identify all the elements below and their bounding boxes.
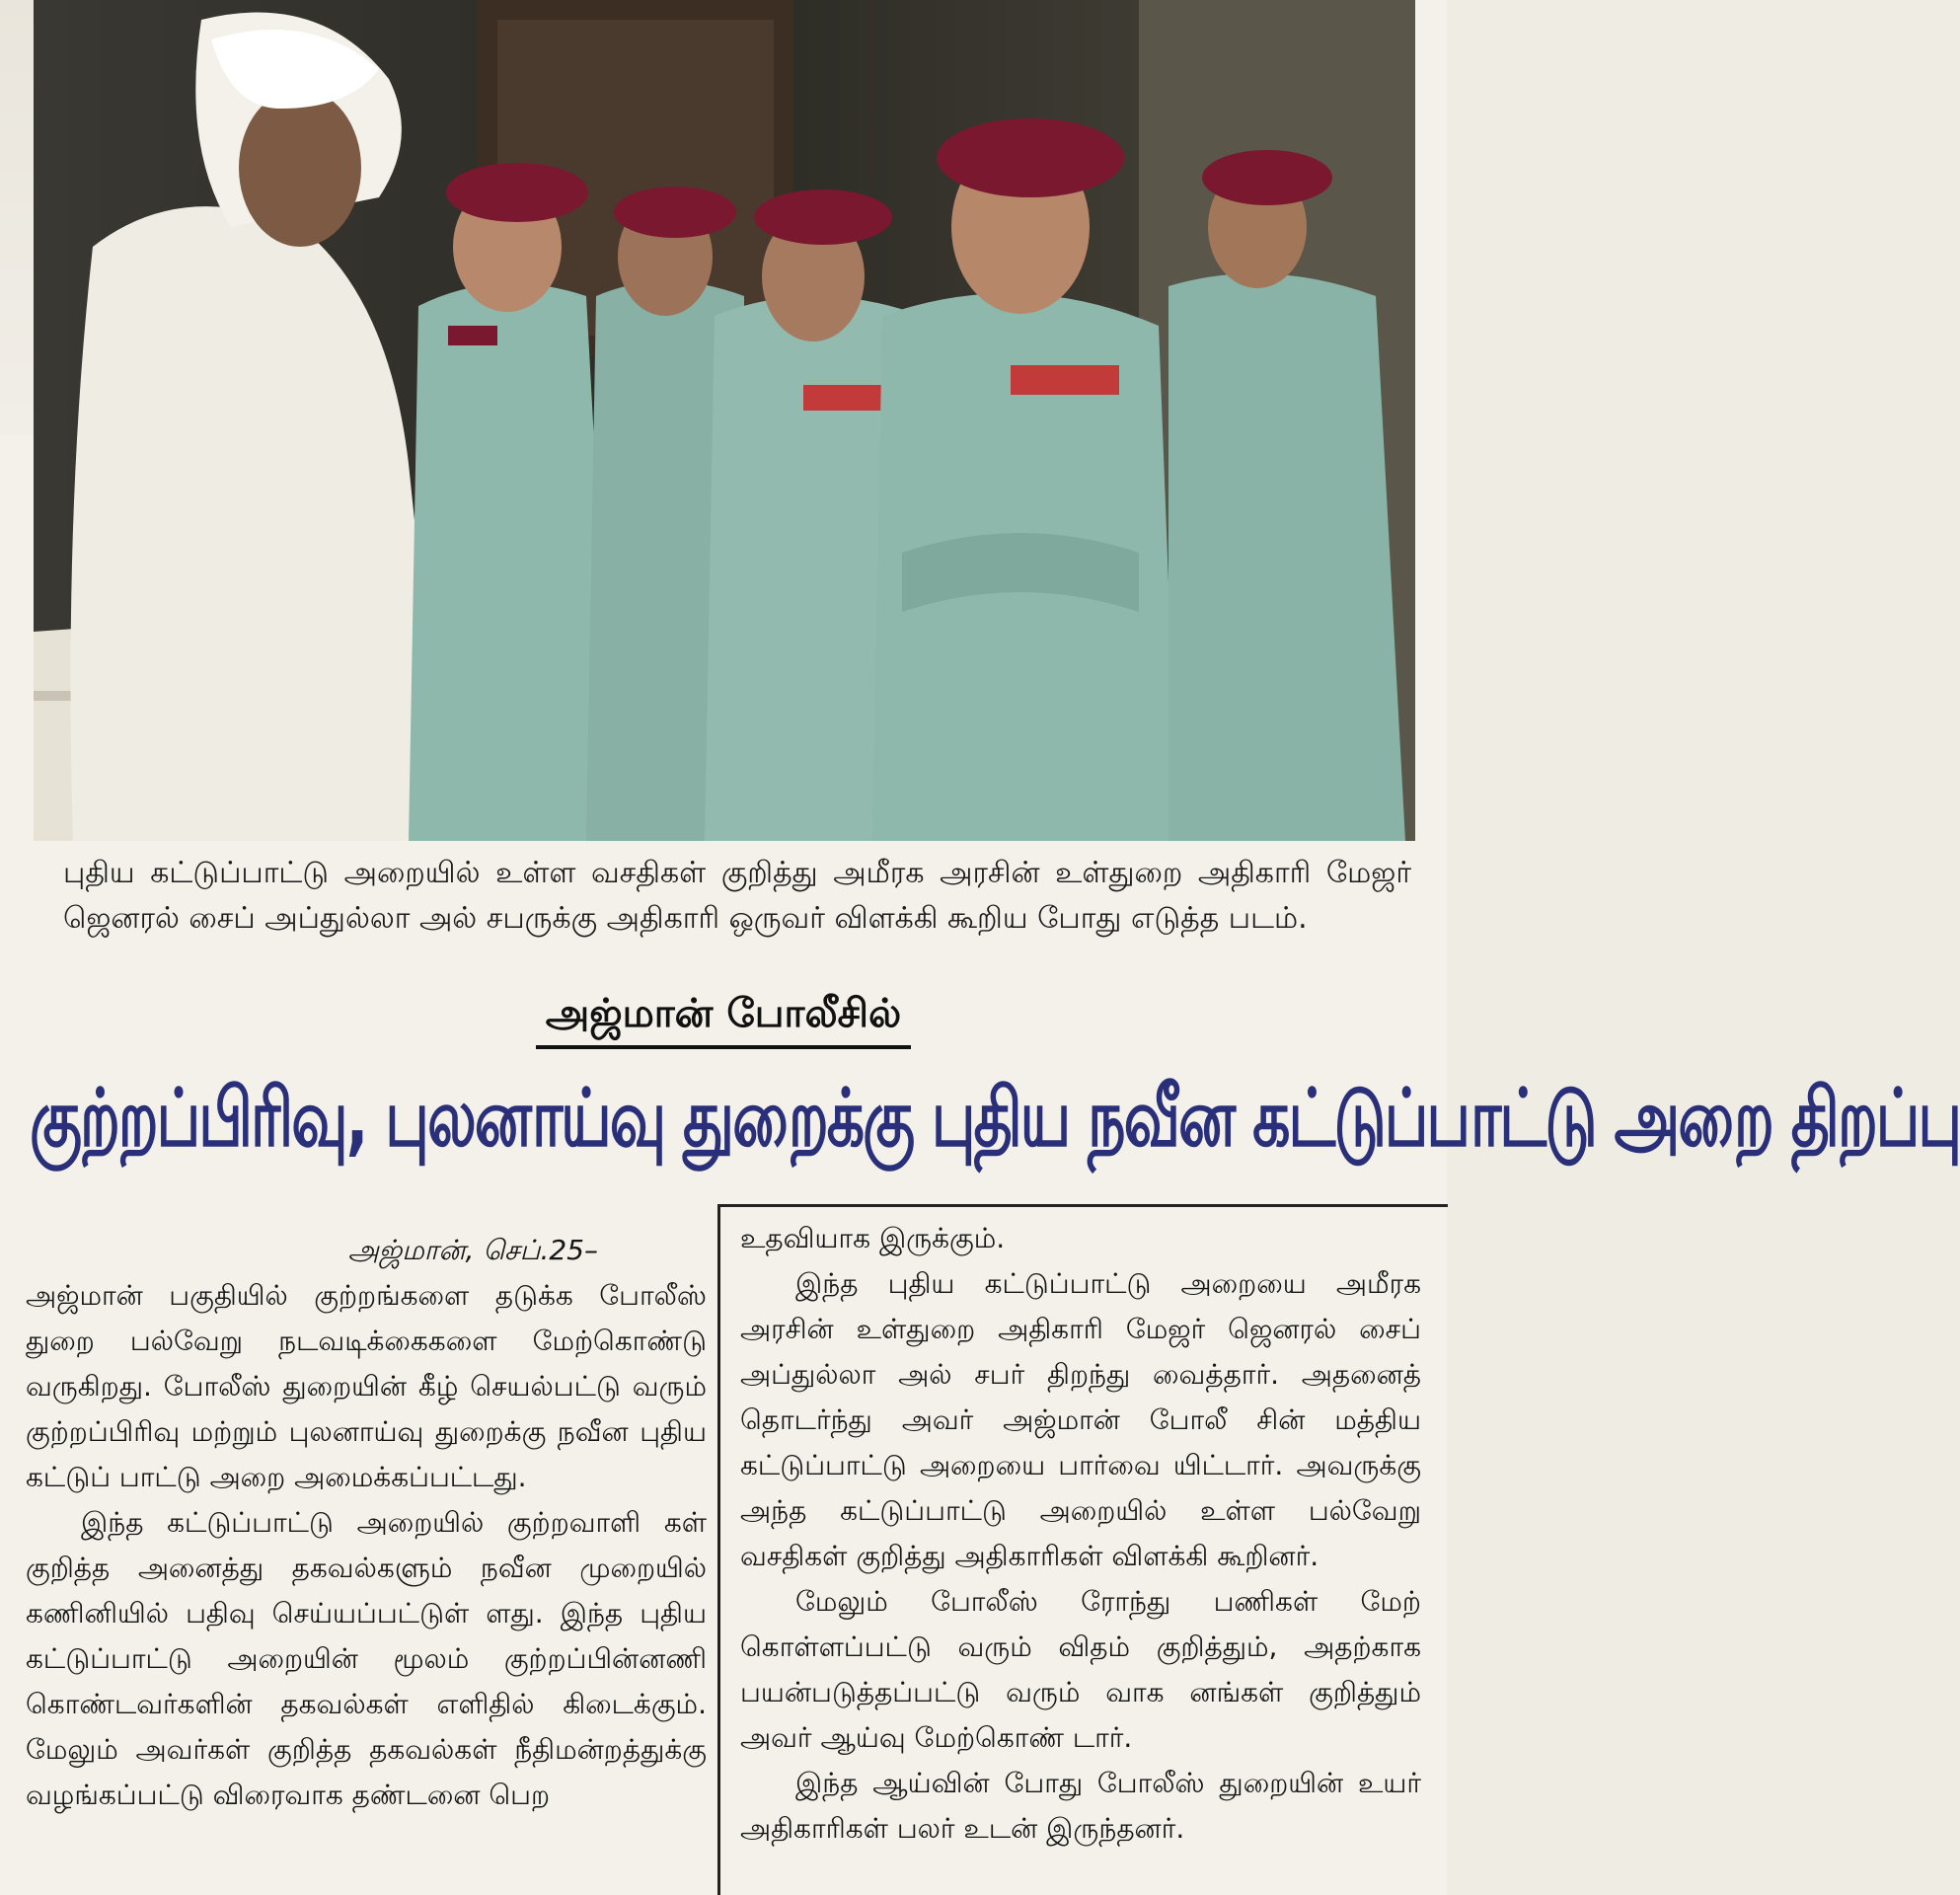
column-top-rule [717,1204,1448,1207]
news-photo [34,0,1415,841]
article-paragraph: இந்த ஆய்வின் போது போலீஸ் துறையின் உயர் அதிகாரிகள் பலர் உடன் இருந்தனர். [740,1767,1421,1845]
kicker-heading [0,991,1447,1049]
article-right-column [740,1216,1421,1852]
article-left-column [26,1228,707,1818]
kicker-text: அஜ்மான் போலீசில் [536,991,911,1049]
column-divider [717,1204,720,1895]
headline: குற்றப்பிரிவு, புலனாய்வு துறைக்கு புதிய நவீன கட்டுப்பாட்டு அறை திறப்பு [30,1072,1960,1166]
article-paragraph: இந்த கட்டுப்பாட்டு அறையில் குற்றவாளி கள் குறித்த அனைத்து தகவல்களும் நவீன முறையில் கணினியில் பதிவு செய்யப்பட்டுள் ளது. இந்த புதிய கட்டுப்பாட்டு அறையின் மூலம் குற்றப்பின்னணி கொண்டவர்களின் தகவல்கள் எளிதில் கிடைக்கும். மேலும் அவர்கள் குறித்த தகவல்கள் நீதிமன்றத்துக்கு வழங்கப்பட்டு விரைவாக தண்டனை பெற [26,1506,707,1811]
article-paragraph: இந்த புதிய கட்டுப்பாட்டு அறையை அமீரக அரசின் உள்துறை அதிகாரி மேஜர் ஜெனரல் சைப் அப்துல்லா அல் சபர் திறந்து வைத்தார். அதனைத் தொடர்ந்து அவர் அஜ்மான் போலீ சின் மத்திய கட்டுப்பாட்டு அறையை பார்வை யிட்டார். அவருக்கு அந்த கட்டுப்பாட்டு அறையில் உள்ள பல்வேறு வசதிகள் குறித்து அதிகாரிகள் விளக்கி கூறினர். [740,1267,1421,1572]
photo-illustration [34,0,1415,841]
article-paragraph: உதவியாக இருக்கும். [740,1222,1006,1254]
photo-caption: புதிய கட்டுப்பாட்டு அறையில் உள்ள வசதிகள் குறித்து அமீரக அரசின் உள்துறை அதிகாரி மேஜர் ஜெனரல் சைப் அப்துல்லா அல் சபருக்கு அதிகாரி ஒருவர் விளக்கி கூறிய போது எடுத்த படம். [63,856,1411,936]
dateline: அஜ்மான், செப்.25– [347,1234,598,1266]
article-paragraph: மேலும் போலீஸ் ரோந்து பணிகள் மேற் கொள்ளப்பட்டு வரும் விதம் குறித்தும், அதற்காக பயன்படுத்தப்பட்டு வரும் வாக னங்கள் குறித்தும் அவர் ஆய்வு மேற்கொண் டார். [740,1585,1421,1754]
article-paragraph: அஜ்மான் பகுதியில் குற்றங்களை தடுக்க போலீஸ் துறை பல்வேறு நடவடிக்கைகளை மேற்கொண்டு வருகிறது. போலீஸ் துறையின் கீழ் செயல்பட்டு வரும் குற்றப்பிரிவு மற்றும் புலனாய்வு துறைக்கு நவீன புதிய கட்டுப் பாட்டு அறை அமைக்கப்பட்டது. [26,1279,707,1493]
